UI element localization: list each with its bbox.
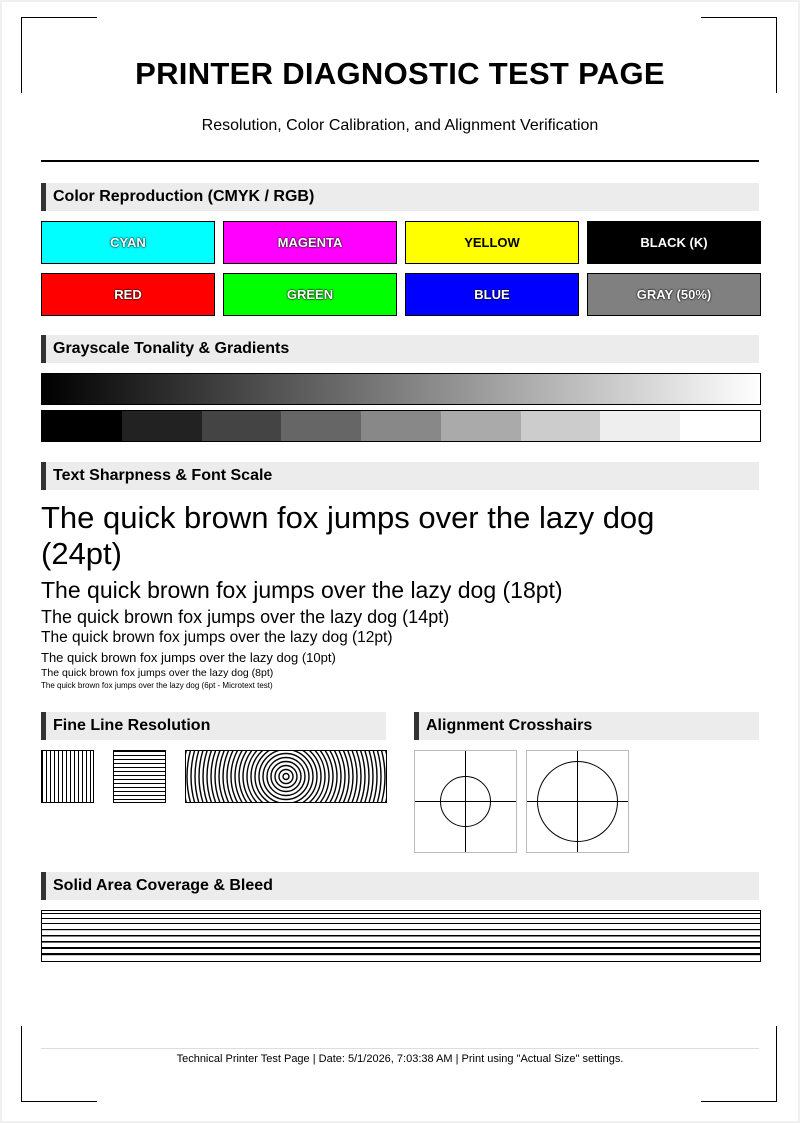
swatch-cyan (41, 221, 215, 264)
grayscale-step (600, 411, 680, 441)
font-sample-10pt: The quick brown fox jumps over the lazy dog (10pt) (41, 650, 336, 665)
font-sample-24pt: The quick brown fox jumps over the lazy dog (24pt) (41, 500, 655, 571)
section-header-color: Color Reproduction (CMYK / RGB) (41, 183, 759, 211)
grayscale-step (42, 411, 122, 441)
footer-divider (41, 1048, 759, 1049)
swatch-label: BLACK (K) (640, 235, 708, 250)
section-header-fineline: Fine Line Resolution (41, 712, 386, 740)
grayscale-step (680, 411, 760, 441)
swatch-magenta (223, 221, 397, 264)
grayscale-step (281, 411, 361, 441)
section-header-coverage: Solid Area Coverage & Bleed (41, 872, 759, 900)
section-header-alignment: Alignment Crosshairs (414, 712, 759, 740)
horizontal-line-pattern (113, 750, 166, 803)
swatch-label: GREEN (286, 287, 334, 302)
font-sample-12pt: The quick brown fox jumps over the lazy dog (12pt) (41, 629, 393, 646)
section-header-text: Text Sharpness & Font Scale (41, 462, 759, 490)
grayscale-step (441, 411, 521, 441)
font-sample-6pt: The quick brown fox jumps over the lazy dog (6pt - Microtext test) (41, 681, 273, 690)
grayscale-gradient-bar (41, 373, 761, 405)
grayscale-step (361, 411, 441, 441)
page-subtitle: Resolution, Color Calibration, and Alignment Verification (201, 117, 599, 134)
swatch-label: YELLOW (464, 235, 520, 250)
swatch-label: CYAN (110, 235, 146, 250)
vertical-line-pattern (41, 750, 94, 803)
swatch-gray (587, 273, 761, 316)
font-sample-14pt: The quick brown fox jumps over the lazy dog (14pt) (41, 607, 450, 627)
swatch-blue (405, 273, 579, 316)
header-divider (41, 160, 759, 162)
section-header-grayscale: Grayscale Tonality & Gradients (41, 335, 759, 363)
grayscale-step (122, 411, 202, 441)
swatch-label: RED (114, 287, 142, 302)
page-title: PRINTER DIAGNOSTIC TEST PAGE (135, 56, 665, 91)
swatch-label: BLUE (474, 287, 510, 302)
concentric-circle-pattern (185, 750, 387, 803)
grayscale-step-bar (41, 410, 761, 442)
coverage-stripe-pattern (41, 910, 761, 962)
grayscale-step (521, 411, 601, 441)
crosshair-large (526, 750, 629, 853)
swatch-label: GRAY (50%) (636, 287, 712, 302)
swatch-yellow (405, 221, 579, 264)
font-sample-18pt: The quick brown fox jumps over the lazy dog (18pt) (41, 577, 563, 603)
font-sample-8pt: The quick brown fox jumps over the lazy dog (8pt) (41, 667, 274, 679)
swatch-red (41, 273, 215, 316)
swatch-label: MAGENTA (277, 235, 343, 250)
page-footer: Technical Printer Test Page | Date: 5/1/2026, 7:03:38 AM | Print using "Actual Size" settings. (176, 1053, 624, 1065)
crosshair-small (414, 750, 517, 853)
swatch-green (223, 273, 397, 316)
swatch-black (587, 221, 761, 264)
grayscale-step (202, 411, 282, 441)
